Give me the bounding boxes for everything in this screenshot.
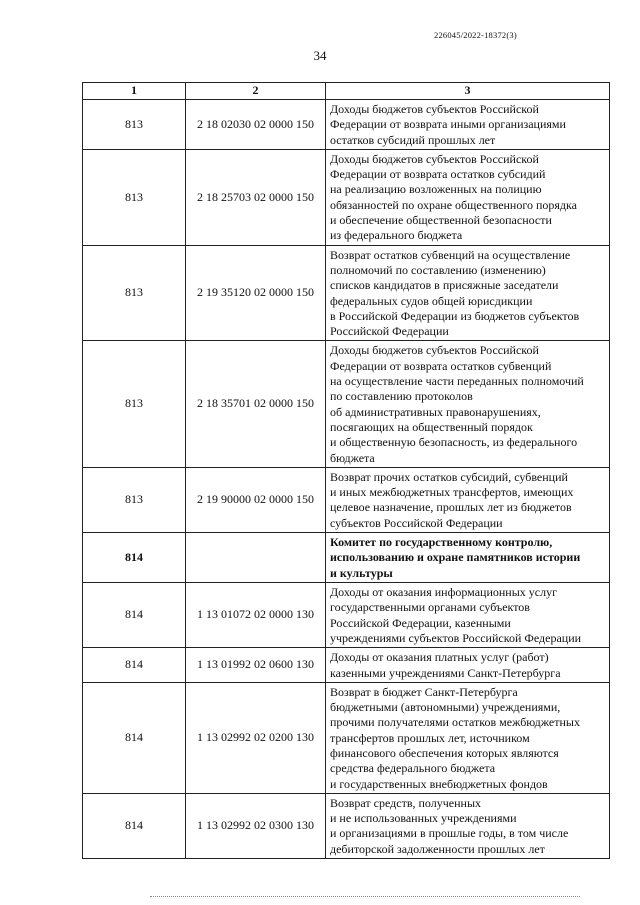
administrator-code-cell: 813 [83, 245, 186, 341]
description-line: Возврат остатков субвенций на осуществление [330, 247, 571, 262]
description-line: об административных правонарушениях, [330, 404, 541, 419]
description-line: списков кандидатов в присяжные заседатели [330, 278, 559, 293]
table-row [83, 793, 610, 858]
description-line: Возврат средств, полученных [330, 795, 482, 810]
table-row [83, 341, 610, 467]
revenue-code-cell: 1 13 02992 02 0300 130 [186, 793, 326, 858]
table-row [83, 245, 610, 341]
description-line: по составлению протоколов [330, 389, 473, 404]
administrator-code-cell: 813 [83, 341, 186, 467]
description-line: остатков субсидий прошлых лет [330, 132, 496, 147]
administrator-code-cell: 814 [83, 793, 186, 858]
revenue-description-cell [326, 533, 610, 583]
column-header-2: 2 [186, 83, 326, 100]
table-row [83, 533, 610, 583]
description-line: и культуры [330, 565, 393, 580]
revenue-code-cell: 2 19 35120 02 0000 150 [186, 245, 326, 341]
description-line: Возврат в бюджет Санкт-Петербурга [330, 684, 518, 699]
revenue-description-cell [326, 583, 610, 648]
description-line: и иных межбюджетных трансфертов, имеющих [330, 485, 574, 500]
description-line: Доходы от оказания платных услуг (работ) [330, 650, 549, 665]
description-line: использованию и охране памятников истории [330, 550, 581, 565]
revenue-description-cell [326, 149, 610, 245]
description-line: бюджета [330, 450, 375, 465]
description-line: целевое назначение, прошлых лет из бюджетов [330, 500, 572, 515]
description-line: полномочий по составлению (изменению) [330, 262, 546, 277]
description-line: обязанностей по охране общественного порядка [330, 197, 578, 212]
administrator-code-cell: 813 [83, 467, 186, 532]
description-line: бюджетными (автономными) учреждениями, [330, 700, 561, 715]
table-body [83, 100, 610, 859]
revenue-code-cell: 2 18 02030 02 0000 150 [186, 100, 326, 150]
description-line: государственными органами субъектов [330, 600, 530, 615]
administrator-code-cell: 814 [83, 682, 186, 793]
description-line: и общественную безопасность, из федерального [330, 435, 578, 450]
revenue-description-cell [326, 682, 610, 793]
revenue-code-cell: 2 19 90000 02 0000 150 [186, 467, 326, 532]
table-row [83, 648, 610, 683]
administrator-code-cell: 813 [83, 149, 186, 245]
scan-artifact [150, 896, 580, 899]
revenue-code-cell [186, 533, 326, 583]
administrator-code-cell: 814 [83, 533, 186, 583]
revenue-description-cell [326, 341, 610, 467]
description-line: из федерального бюджета [330, 228, 463, 243]
description-line: в Российской Федерации из бюджетов субъектов [330, 308, 580, 323]
revenue-code-cell: 1 13 02992 02 0200 130 [186, 682, 326, 793]
table-row [83, 100, 610, 150]
description-line: и организациями в прошлые годы, в том числе [330, 826, 569, 841]
description-line: Комитет по государственному контролю, [330, 535, 553, 550]
description-line: Доходы бюджетов субъектов Российской [330, 102, 539, 116]
description-line: Доходы бюджетов субъектов Российской [330, 343, 539, 358]
table-row [83, 467, 610, 532]
description-line: средства федерального бюджета [330, 761, 496, 776]
description-line: и государственных внебюджетных фондов [330, 776, 548, 791]
description-line: дебиторской задолженности прошлых лет [330, 841, 545, 856]
document-id: 226045/2022-18372(3) [434, 30, 517, 40]
description-line: Доходы от оказания информационных услуг [330, 585, 558, 600]
description-line: и обеспечение общественной безопасности [330, 213, 552, 228]
table-row [83, 583, 610, 648]
revenue-description-cell [326, 245, 610, 341]
column-header-3: 3 [326, 83, 610, 100]
administrator-code-cell: 813 [83, 100, 186, 150]
revenue-code-cell: 2 18 35701 02 0000 150 [186, 341, 326, 467]
description-line: на осуществление части переданных полномочий [330, 374, 584, 389]
description-line: финансового обеспечения которых являются [330, 745, 559, 760]
revenue-description-cell [326, 793, 610, 858]
administrator-code-cell: 814 [83, 648, 186, 683]
column-header-1: 1 [83, 83, 186, 100]
description-line: посягающих на общественный порядок [330, 419, 533, 434]
description-line: казенными учреждениями Санкт-Петербурга [330, 665, 561, 680]
page-number: 34 [313, 48, 327, 63]
description-line: и не использованных учреждениями [330, 811, 517, 826]
administrator-code-cell: 814 [83, 583, 186, 648]
description-line: Федерации от возврата остатков субвенций [330, 358, 552, 373]
description-line: Доходы бюджетов субъектов Российской [330, 151, 539, 166]
description-line: Возврат прочих остатков субсидий, субвенций [330, 469, 568, 484]
description-line: Российской Федерации [330, 324, 449, 339]
revenue-code-cell: 2 18 25703 02 0000 150 [186, 149, 326, 245]
revenue-description-cell [326, 100, 610, 150]
description-line: Федерации от возврата остатков субсидий [330, 167, 546, 182]
revenue-description-cell [326, 467, 610, 532]
description-line: прочими получателями остатков межбюджетных [330, 715, 580, 730]
description-line: учреждениями субъектов Российской Федерации [330, 630, 582, 645]
description-line: Российской Федерации, казенными [330, 615, 511, 630]
revenue-code-cell: 1 13 01072 02 0000 130 [186, 583, 326, 648]
table-row [83, 149, 610, 245]
description-line: на реализацию возложенных на полицию [330, 182, 542, 197]
description-line: трансфертов прошлых лет, источником [330, 730, 530, 745]
revenue-description-cell [326, 648, 610, 683]
table-row [83, 682, 610, 793]
description-line: субъектов Российской Федерации [330, 515, 503, 530]
revenue-code-cell: 1 13 01992 02 0600 130 [186, 648, 326, 683]
description-line: федеральных судов общей юрисдикции [330, 293, 533, 308]
description-line: Федерации от возврата иными организациями [330, 117, 566, 132]
table-header-row [83, 83, 610, 100]
budget-classification-table [82, 82, 610, 859]
